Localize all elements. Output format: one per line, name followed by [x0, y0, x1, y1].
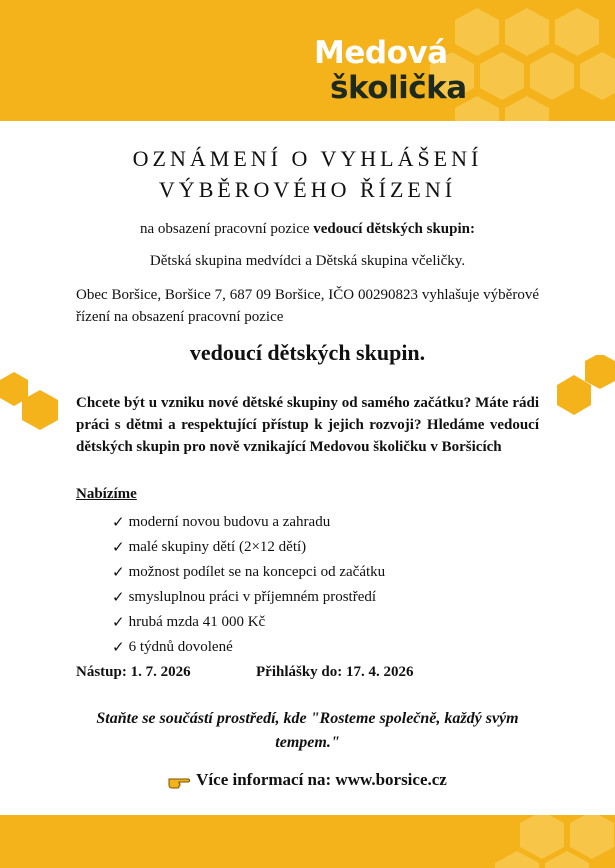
- header-band: [0, 0, 615, 121]
- check-icon: ✓: [112, 587, 125, 606]
- logo-line-2: školička: [330, 70, 467, 106]
- check-icon: ✓: [112, 562, 125, 581]
- intro-line: [0, 221, 615, 238]
- offer-item-text: moderní novou budovu a zahradu: [128, 513, 331, 530]
- offer-heading: Nabízíme: [76, 486, 137, 502]
- check-icon: ✓: [112, 612, 125, 631]
- intro-position: vedoucí dětských skupin:: [313, 221, 475, 237]
- slogan: Staňte se součástí prostředí, kde "Rosteme společně, každý svým tempem.": [96, 710, 519, 751]
- logo-line-1: Medová: [314, 35, 448, 71]
- dates-row: [76, 664, 414, 681]
- honeycomb-decoration: [0, 815, 615, 868]
- check-icon: ✓: [112, 512, 125, 531]
- offer-item-text: hrubá mzda 41 000 Kč: [128, 613, 266, 630]
- honeycomb-decoration: [0, 0, 615, 121]
- list-item: [112, 584, 385, 609]
- list-item: [112, 559, 385, 584]
- title-line-1: OZNÁMENÍ O VYHLÁŠENÍ: [132, 146, 483, 171]
- offer-item-text: možnost podílet se na koncepci od začátku: [128, 563, 386, 580]
- application-deadline: Přihlášky do: 17. 4. 2026: [256, 664, 414, 680]
- call-to-action-text: Chcete být u vzniku nové dětské skupiny od samého začátku? Máte rádi práci s dětmi a respektující přístup k jejich rozvoji? Hledáme vedoucí dětských skupin pro nově vznikající Medovou školičku v Boršicích: [76, 395, 539, 455]
- check-icon: ✓: [112, 637, 125, 656]
- offer-list: [112, 509, 385, 659]
- list-item: [112, 634, 385, 659]
- groups-line: Dětská skupina medvídci a Dětská skupina včeličky.: [149, 253, 466, 269]
- title-line-2: VÝBĚROVÉHO ŘÍZENÍ: [158, 177, 457, 202]
- left-hexagon-decoration: [0, 372, 60, 442]
- offer-item-text: smysluplnou práci v příjemném prostředí: [128, 588, 377, 605]
- pointing-hand-icon: [168, 773, 190, 789]
- more-info-line: [0, 770, 615, 790]
- more-info-text: Více informací na: www.borsice.cz: [196, 770, 447, 789]
- brand-logo: [314, 35, 467, 106]
- announcement-text: Obec Boršice, Boršice 7, 687 09 Boršice, IČO 00290823 vyhlašuje výběrové řízení na obsazení pracovní pozice: [76, 287, 539, 325]
- list-item: [112, 534, 385, 559]
- list-item: [112, 509, 385, 534]
- list-item: [112, 609, 385, 634]
- start-date: Nástup: 1. 7. 2026: [76, 664, 191, 680]
- offer-item-text: malé skupiny dětí (2×12 dětí): [128, 538, 307, 555]
- check-icon: ✓: [112, 537, 125, 556]
- footer-band: [0, 815, 615, 868]
- offer-item-text: 6 týdnů dovolené: [128, 638, 233, 655]
- intro-prefix: na obsazení pracovní pozice: [140, 221, 314, 237]
- position-title: vedoucí dětských skupin.: [189, 340, 426, 365]
